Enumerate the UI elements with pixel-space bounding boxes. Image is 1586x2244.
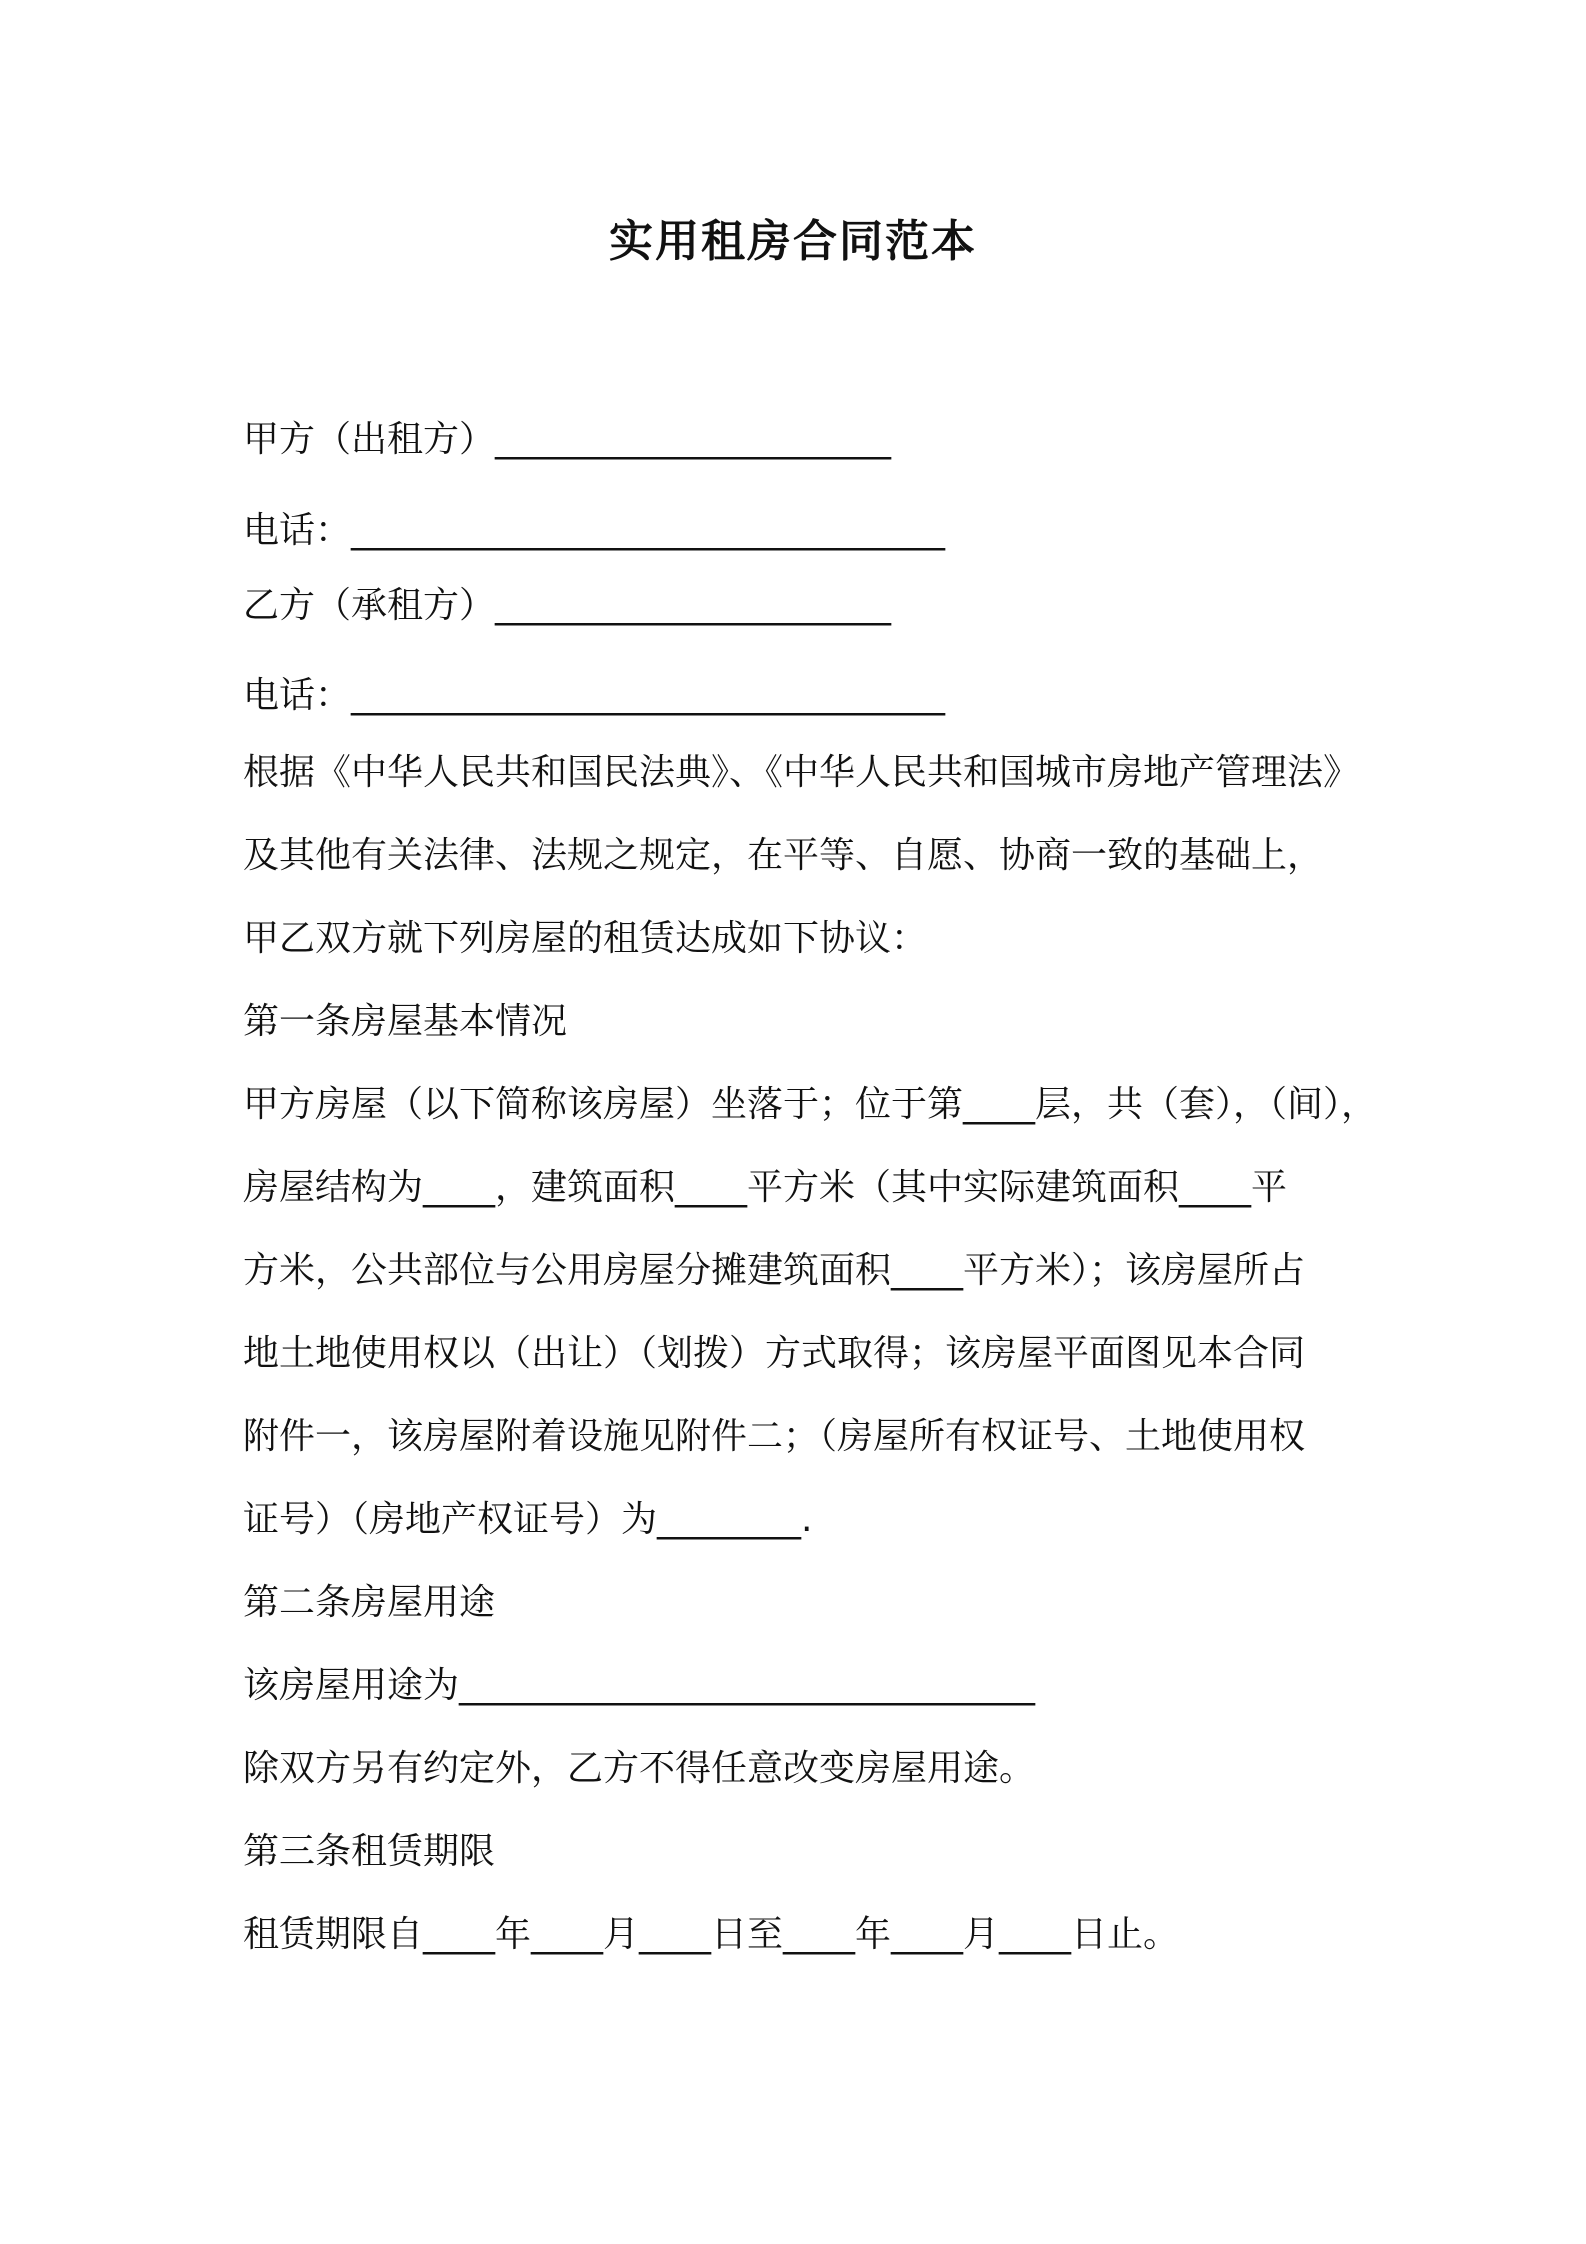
document-title: 实用租房合同范本: [609, 216, 977, 267]
article-3-text-line-1: 租赁期限自____年____月____日至____年____月____日止。: [243, 1914, 1180, 1955]
article-1-text-line-3: 方米，公共部位与公用房屋分摊建筑面积____平方米）；该房屋所占: [243, 1250, 1306, 1291]
party-a-phone-line: 电话：_________________________________: [243, 510, 946, 551]
preamble-line-2: 及其他有关法律、法规之规定，在平等、自愿、协商一致的基础上，: [243, 835, 1324, 876]
party-b-lessee-line: 乙方（承租方）______________________: [243, 585, 892, 626]
article-2-heading: 第二条房屋用途: [243, 1582, 496, 1623]
article-1-text-line-1: 甲方房屋（以下简称该房屋）坐落于；位于第____层，共（套），（间），: [243, 1084, 1378, 1125]
article-1-text-line-6: 证号）（房地产权证号）为________.: [243, 1499, 813, 1540]
preamble-line-3: 甲乙双方就下列房屋的租赁达成如下协议：: [243, 918, 928, 959]
party-a-lessor-line: 甲方（出租方）______________________: [243, 419, 892, 460]
article-2-text-line-1: 该房屋用途为________________________________: [243, 1665, 1036, 1706]
article-1-text-line-5: 附件一，该房屋附着设施见附件二；（房屋所有权证号、土地使用权: [243, 1416, 1306, 1457]
article-3-heading: 第三条租赁期限: [243, 1831, 496, 1872]
article-1-text-line-4: 地土地使用权以（出让）（划拨）方式取得；该房屋平面图见本合同: [243, 1333, 1306, 1374]
article-2-text-line-2: 除双方另有约定外，乙方不得任意改变房屋用途。: [243, 1748, 1036, 1789]
party-b-phone-line: 电话：_________________________________: [243, 675, 946, 716]
article-1-heading: 第一条房屋基本情况: [243, 1001, 568, 1042]
preamble-line-1: 根据《中华人民共和国民法典》、《中华人民共和国城市房地产管理法》: [243, 752, 1360, 793]
article-1-text-line-2: 房屋结构为____，建筑面积____平方米（其中实际建筑面积____平: [243, 1167, 1288, 1208]
